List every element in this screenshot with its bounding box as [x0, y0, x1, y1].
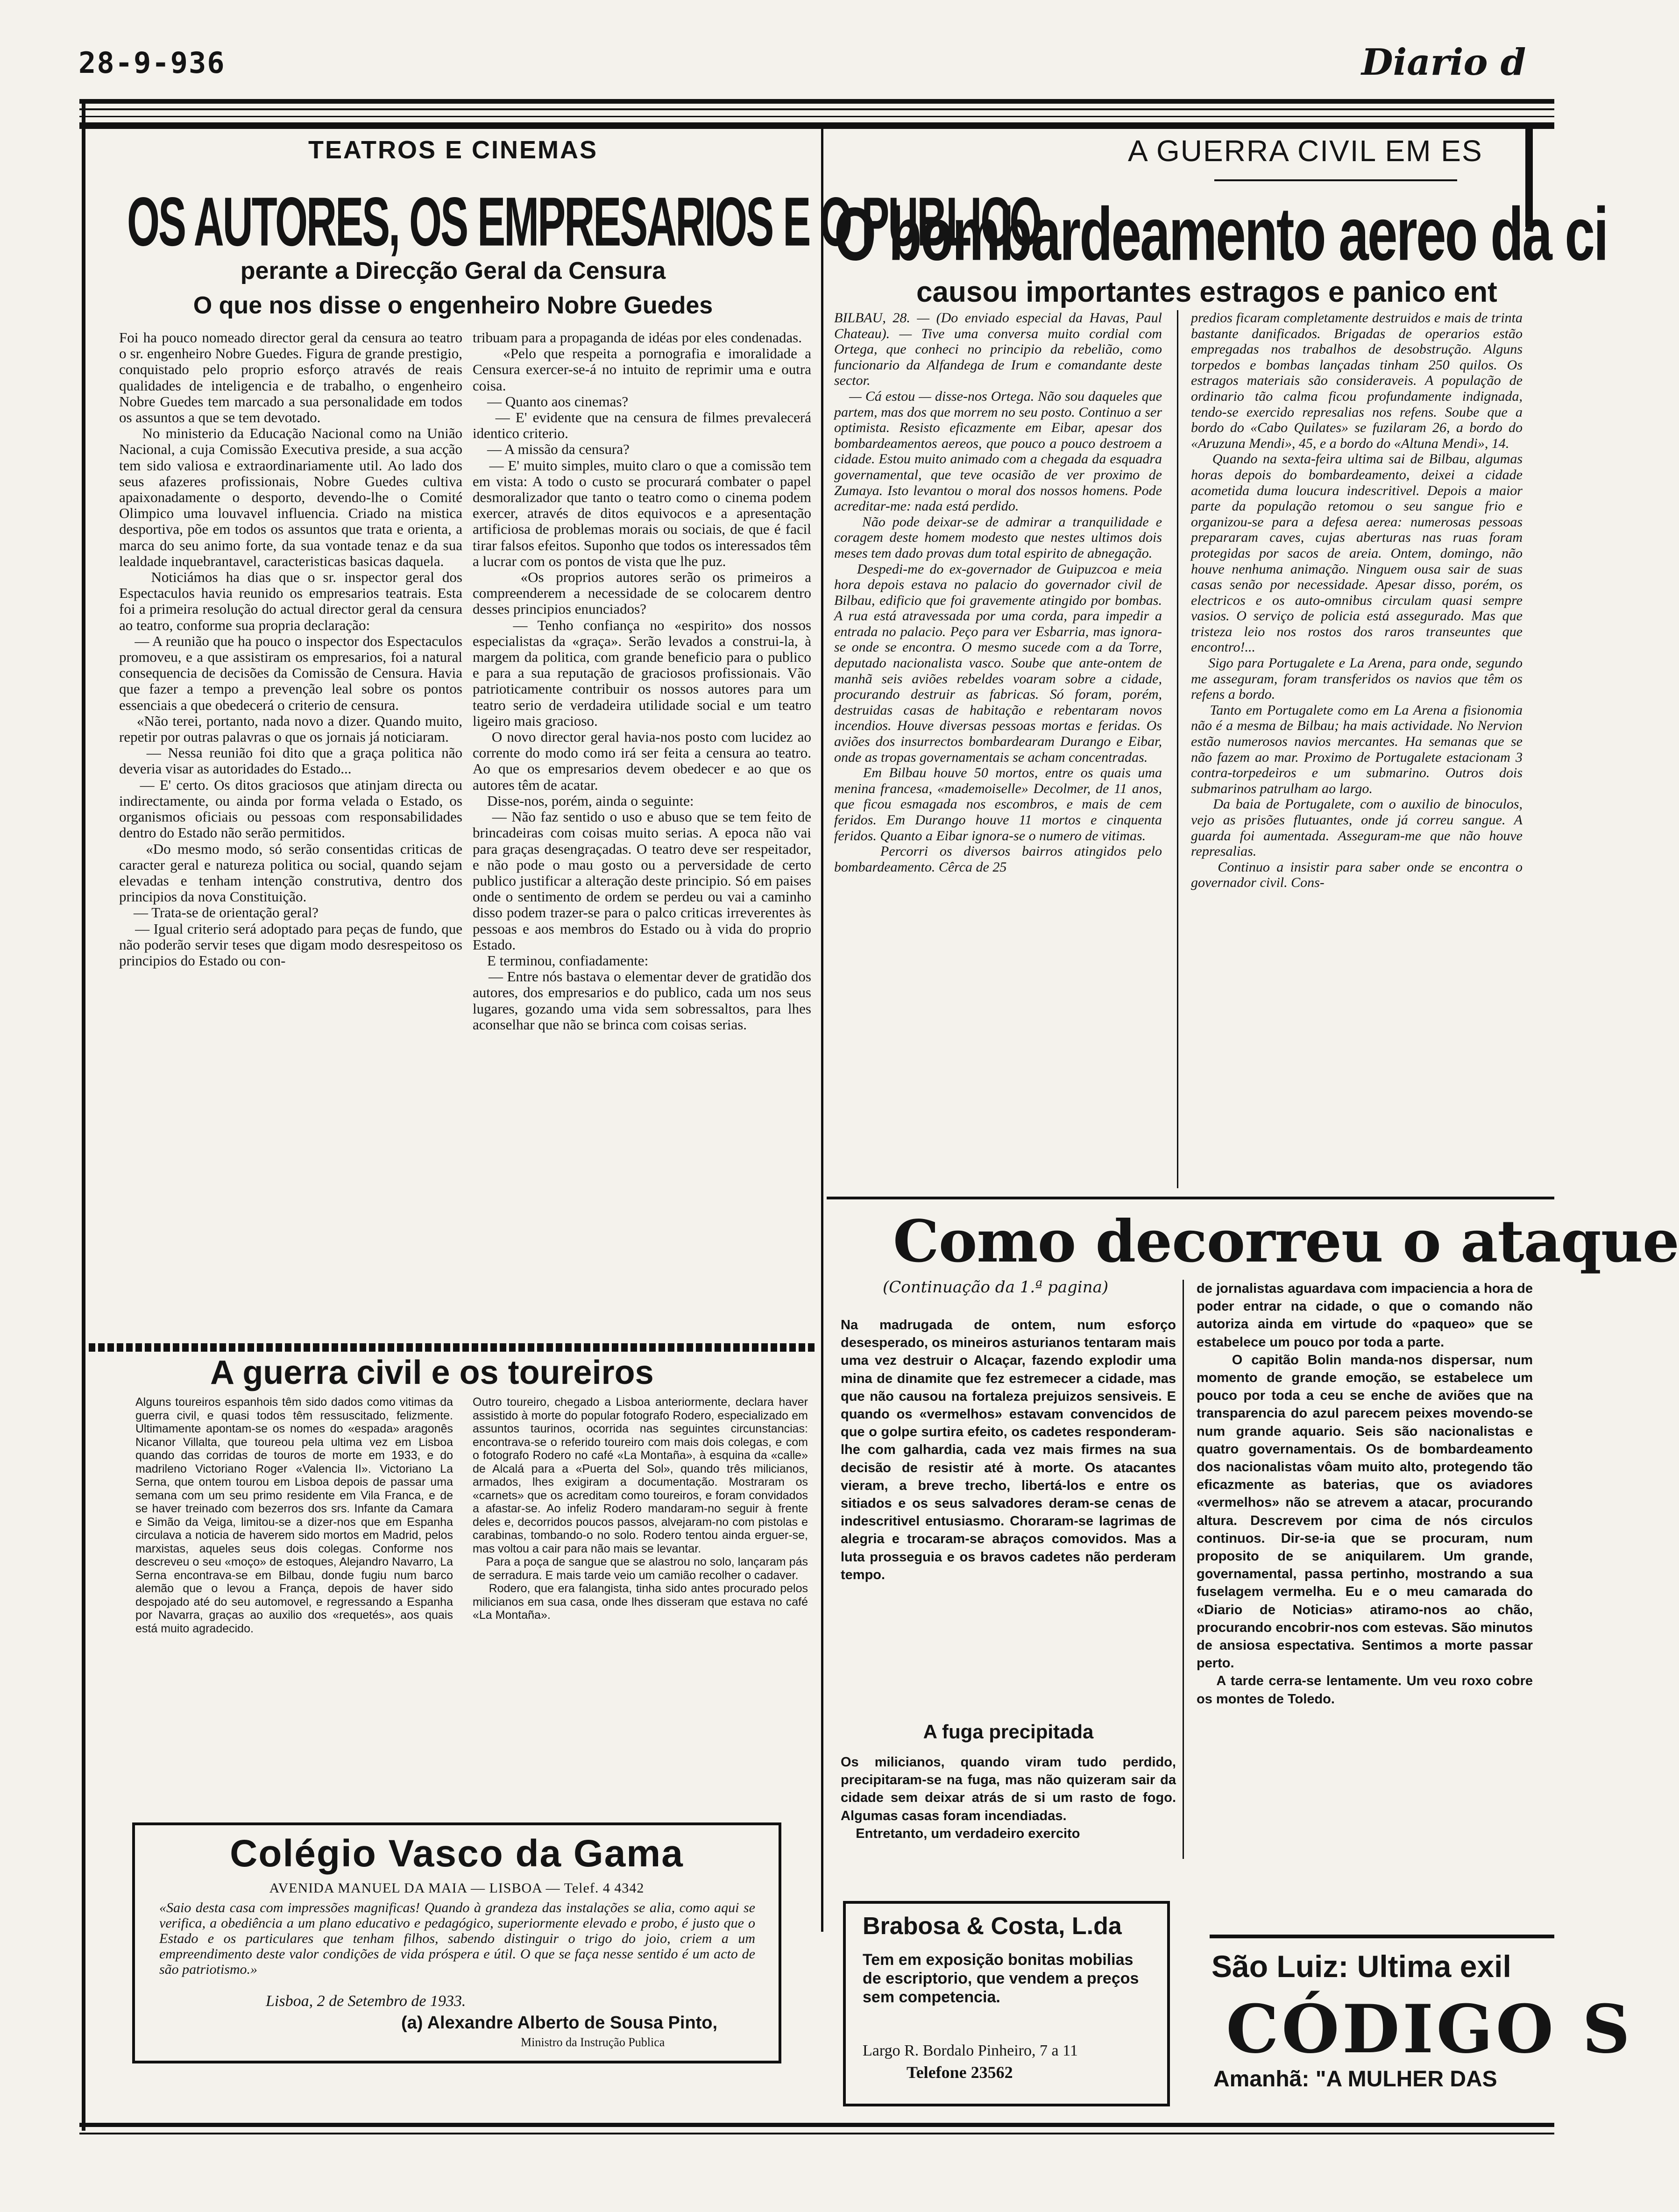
attack-subhead: A fuga precipitada	[923, 1721, 1094, 1743]
left-subhead-2: O que nos disse o engenheiro Nobre Guedes	[193, 292, 713, 319]
ad-brabosa-address: Largo R. Bordalo Pinheiro, 7 a 11	[863, 2042, 1078, 2059]
attack-col-1b: Os milicianos, quando viram tudo perdido, precipitaram-se na fuga, mas não quizeram sair da cidade sem deixar atrás de si um rasto de fogo. Algumas casas foram incendiadas. Entretanto, um verdadeiro exercito	[841, 1755, 1176, 1841]
attack-col-1: Na madrugada de ontem, num esforço desesperado, os mineiros asturianos tentaram mais uma vez destruir o Alcaçar, fazendo explodir uma mina de dinamite que fez estremecer a cidade, mas que não causou na fortaleza prejuizos sensiveis. E quando os «vermelhos» estavam convencidos de que o golpe surtira efeito, os cadetes responderam-lhe com galhardia, cada vez mais firmes na sua decisão de resistir até à morte. Os atacantes vieram, a breve trecho, libertá-los e entre os sitiados e os seus salvadores deram-se cenas de indescritivel entusiasmo. Choraram-se lagrimas de alegria e trocaram-se abraços comovidos. Mas a luta prosseguia e os bravos cadetes não perderam tempo.	[841, 1318, 1180, 1582]
masthead-rule-thin-2	[79, 116, 1554, 117]
right-headline: O bombardeamento aereo da ci	[834, 191, 1608, 276]
ad-brabosa-title: Brabosa & Costa, L.da	[863, 1913, 1122, 1940]
right-article-col-1: BILBAU, 28. — (Do enviado especial da Havas, Paul Chateau). — Tive uma conversa muito cordial com Ortega, que conheci no principio da rebelião, como funcionario da Alfandega de Irum e comandante deste sector. — Cá estou — disse-nos Ortega. Não sou daqueles que partem, mas dos que morrem no seu posto. Continuo a ser optimista. Resisto eficazmente em Eibar, apesar dos bombardeamentos aereos, que pouco a pouco destroem a cidade. Estou muito animado com a chegada da esquadra governamental, que teve ocasião de ver proximo de Zumaya. Isto levantou o moral dos nossos homens. Pode acreditar-me: nada está perdido. Não pode deixar-se de admirar a tranquilidade e coragem deste homem modesto que nestes ultimos dois meses tem dado provas dum total espirito de abnegação. Despedi-me do ex-governador de Guipuzcoa e meia hora depois estava no palacio do governador civil de Bilbau, edificio que foi gravemente atingido por bombas. A rua está atravessada por uma corda, para impedir a entrada no palacio. Peço para ver Esbarria, mas ignora-se onde se encontra. O mesmo sucede com a da Torre, deputado nacionalista vasco. Soube que ante-ontem de manhã seis aviões rebeldes voaram sobre a cidade, procurando destruir as fabricas. Só foram, porém, destruidas casas de habitação e rebentaram novos incendios. Houve diversas pessoas mortas e feridas. Os aviões dos insurrectos bombardearam Durango e Eibar, onde as tropas governamentais se acham concentradas. Em Bilbau houve 50 mortos, entre os quais uma menina francesa, «mademoiselle» Decolmer, de 11 anos, que ficou esmagada nos escombros, e mais de cem feridos. Em Durango houve 11 mortos e cinquenta feridos. Quanto a Eibar ignora-se o numero de vitimas. Percorri os diversos bairros atingidos pelo bombardeamento. Cêrca de 25	[834, 310, 1162, 875]
left-subhead-1: perante a Direcção Geral da Censura	[240, 257, 666, 284]
masthead-rule-thin	[79, 108, 1554, 110]
right-article-bottom-rule	[827, 1197, 1554, 1199]
ad-colegio-place-date: Lisboa, 2 de Setembro de 1933.	[266, 1992, 466, 2010]
divider-dashes	[89, 1343, 816, 1352]
right-col-divider	[1177, 310, 1178, 1188]
cinema-ad-film: CÓDIGO S	[1226, 1991, 1633, 2068]
ad-colegio-signature: (a) Alexandre Alberto de Sousa Pinto,	[401, 2013, 718, 2033]
left-border	[82, 99, 85, 2131]
attack-col-divider	[1183, 1280, 1184, 1859]
right-section-label: A GUERRA CIVIL EM ES	[1128, 134, 1483, 168]
attack-continuation: (Continuação da 1.ª pagina)	[883, 1278, 1109, 1297]
cinema-ad-tomorrow: Amanhã: "A MULHER DAS	[1213, 2067, 1497, 2091]
attack-col-2: de jornalistas aguardava com impaciencia a hora de poder entrar na cidade, o que o comando não autoriza ainda em virtude do «paqueo» que se estabelece um pouco por toda a parte. O capitão Bolin manda-nos dispersar, num momento de grande emoção, se estabelece um pouco por toda a ceu se enche de aviões que na transparencia do azul parecem peixes movendo-se num grande aquario. Seis são nacionalistas e quatro governamentais. Os de bombardeamento dos nacionalistas vôam muito alto, protegendo tão eficazmente as baterias, que os aviadores «vermelhos» não se atrevem a atacar, procurando altura. Descrevem por cima de nós circulos continuos. Dir-se-ia que se procuram, num proposito de se aniquilarem. Um grande, governamental, passa pertinho, mostrando a sua fuselagem vermelha. Eu e o meu camarada do «Diario de Noticias» atiramo-nos ao chão, procurando encobrir-nos com estevas. São minutos de ansiosa espectativa. Sentimos a morte passar perto. A tarde cerra-se lentamente. Um veu roxo cobre os montes de Toledo.	[1197, 1281, 1533, 1707]
bottom-rule-2	[79, 2133, 1554, 2134]
bottom-rule-1	[79, 2123, 1554, 2127]
masthead-rule-thick	[79, 122, 1554, 129]
section-label: TEATROS E CINEMAS	[308, 136, 598, 164]
left-article-col-1: Foi ha pouco nomeado director geral da censura ao teatro o sr. engenheiro Nobre Guedes. Figura de grande prestigio, conquistado pelo proprio esforço através de reais qualidades de inteligencia e de trabalho, o engenheiro Nobre Guedes tem marcado a sua personalidade em todos os assuntos a que se tem devotado. No ministerio da Educação Nacional como na União Nacional, a cuja Comissão Executiva preside, a sua acção tem sido valiosa e extraordinariamente util. Ao lado dos seus afazeres profissionais, Nobre Guedes cultiva apaixonadamente o desporto, devendo-lhe o Comité Olimpico uma louvavel influencia. Criado na mistica desportiva, põe em todos os assuntos que trata e orienta, a marca do seu animo forte, da sua vontade tenaz e da sua lealdade inquebrantavel, caracteristicas basicas daquela. Noticiámos ha dias que o sr. inspector geral dos Espectaculos havia reunido os empresarios teatrais. Esta foi a primeira resolução do actual director geral da censura ao teatro, conforme sua propria declaração: — A reunião que ha pouco o inspector dos Espectaculos promoveu, e a que assistiram os empresarios, foi a natural consequencia de decisões da Comissão de Censura. Havia que fazer a tempo a prevenção leal sobre os pontos essenciais a que obedecerá o criterio de censura. «Não terei, portanto, nada novo a dizer. Quando muito, repetir por outras palavras o que os jornais já noticiaram. — Nessa reunião foi dito que a graça politica não deveria visar as autoridades do Estado... — E' certo. Os ditos graciosos que atinjam directa ou indirectamente, ou ainda por forma velada o Estado, os organismos oficiais ou pessoas com responsabilidades dentro do Estado não serão permitidos. «Do mesmo modo, só serão consentidas criticas de caracter geral e natureza politica ou social, quando sejam elevadas e tenham intenção construtiva, dentro dos principios da nova Constituição. — Trata-se de orientação geral? — Igual criterio será adoptado para peças de fundo, que não poderão servir teses que digam modo desrespeitoso os principios do Estado ou con-	[119, 329, 463, 969]
left-headline: OS AUTORES, OS EMPRESARIOS E O PUBLICO	[127, 184, 1041, 261]
ad-brabosa	[843, 1901, 1170, 2106]
center-divider	[821, 129, 823, 1932]
ad-colegio-address: AVENIDA MANUEL DA MAIA — LISBOA — Telef. 4 4342	[269, 1880, 645, 1896]
toureiros-col-1: Alguns toureiros espanhois têm sido dados como vitimas da guerra civil, e quasi todos têm ressuscitado, felizmente. Ultimamente apontam-se os nomes do «espada» aragonês Nicanor Villalta, que toureou pela ultima vez em Lisboa quando das corridas de touros de morte em 1933, e do madrileno Victoriano Roger «Valencia II». Victoriano La Serna, que ontem tourou em Lisboa depois de passar uma semana com um seu primo residente em Vila Franca, e de se haver treinado com bezerros dos srs. Infante da Camara e Simão da Veiga, limitou-se a dizer-nos que em Espanha circulava a noticia de haverem sido mortos em Madrid, pelos marxistas, aqueles seus dois colegas. Conforme nos descreveu o seu «moço» de estoques, Alejandro Navarro, La Serna encontrava-se em Bilbau, donde fugiu num barco alemão que o levou a França, depois de haver sido despojado até do seu automovel, e regressando a Espanha por Navarra, graças ao auxilio dos «requetés», aos quais está muito agradecido.	[135, 1396, 456, 1635]
paper-name: Diario d	[1361, 41, 1526, 84]
ad-brabosa-phone: Telefone 23562	[907, 2063, 1013, 2082]
masthead-rule	[79, 99, 1554, 104]
issue-date: 28-9-936	[78, 46, 226, 80]
attack-headline: Como decorreu o ataque	[893, 1208, 1679, 1276]
right-subhead: causou importantes estragos e panico ent	[916, 276, 1497, 308]
section-underline	[1214, 179, 1457, 181]
cinema-ad-top-rule	[1210, 1935, 1554, 1938]
toureiros-headline: A guerra civil e os toureiros	[210, 1354, 654, 1391]
ad-colegio-role: Ministro da Instrução Publica	[521, 2035, 665, 2049]
left-article-col-2: tribuam para a propaganda de idéas por eles condenadas. «Pelo que respeita a pornografia e imoralidade a Censura exercer-se-á no intuito de reprimir uma e outra coisa. — Quanto aos cinemas? — E' evidente que na censura de filmes prevalecerá identico criterio. — A missão da censura? — E' muito simples, muito claro o que a comissão tem em vista: A todo o custo se procurará combater o papel desmoralizador que tanto o teatro como o cinema podem exercer, através de ditos equivocos e a apresentação artificiosa de problemas morais ou sociais, de que é facil tirar falsos efeitos. Suponho que todos os interessados têm a lucrar com os pontos de vista que lhe puz. «Os proprios autores serão os primeiros a compreenderem a necessidade de se colocarem dentro desses principios enunciados? — Tenho confiança no «espirito» dos nossos especialistas da «graça». Serão levados a construi-la, à margem da politica, com grande beneficio para o publico e para a sua reputação de graciosos profissionais. Vão patrioticamente contribuir os nossos autores para um teatro serio de verdadeira utilidade social e um teatro ligeiro mais gracioso. O novo director geral havia-nos posto com lucidez ao corrente do modo como irá ser feita a censura ao teatro. Ao que os empresarios devem obedecer e ao que os autores têm de acatar. Disse-nos, porém, ainda o seguinte: — Não faz sentido o uso e abuso que se tem feito de brincadeiras com coisas muito serias. A epoca não vai para graças desengraçadas. O teatro deve ser respeitador, e não pode o mau gosto ou a perversidade de certo publico justificar a alteração deste principio. Só em paises onde o sentimento de ordem se perdeu ou vai a caminho disso podem trazer-se para o palco criticas irreverentes às pessoas e aos membros do Estado ou à vida do proprio Estado. E terminou, confiadamente: — Entre nós bastava o elementar dever de gratidão dos autores, dos empresarios e do publico, cada um nos seus lugares, gozando uma vida sem sobressaltos, para lhes aconselhar que não se brinca com coisas serias.	[473, 329, 812, 1033]
toureiros-col-2: Outro toureiro, chegado a Lisboa anteriormente, declara haver assistido à morte do popular fotografo Rodero, especializado em assuntos taurinos, ocorrida nas seguintes circunstancias: encontrava-se o referido toureiro com mais dois colegas, e com o fotografo Rodero no café «La Montaña», à esquina da «calle» de Alcalá para a «Puerta del Sol», quando três milicianos, armados, lhes exigiram a documentação. Mostraram os «carnets» que os acreditam como toureiros, e foram convidados a afastar-se. Ao infeliz Rodero mandaram-no seguir à frente deles e, decorridos poucos passos, alvejaram-no com pistolas e carabinas, tombando-o no solo. Rodero tentou ainda erguer-se, mas voltou a cair para não mais se levantar. Para a poça de sangue que se alastrou no solo, lançaram pás de serradura. E mais tarde veio um camião recolher o cadaver. Rodero, que era falangista, tinha sido antes procurado pelos milicianos em sua casa, onde lhes disseram que estava no café «La Montaña».	[473, 1396, 808, 1622]
cinema-ad-venue: São Luiz: Ultima exil	[1211, 1949, 1511, 1984]
right-article-col-2: predios ficaram completamente destruidos e mais de trinta bastante danificados. Brigadas de operarios estão empregadas nos trabalhos de desobstrução. Alguns torpedos e bombas lançadas tinham 250 quilos. Os estragos materiais são consideraveis. A população de ordinario tão calma ficou profundamente indignada, tendo-se exercido represalias nos refens. Soube que a bordo do «Cabo Quilates» se fuzilaram 26, a bordo do «Aruzuna Mendi», 45, e a bordo do «Altuna Mendi», 14. Quando na sexta-feira ultima sai de Bilbau, algumas horas depois do bombardeamento, deixei a cidade acometida duma loucura indescritivel. Depois a maior parte da população retomou o seu sangue frio e organizou-se para a defesa aerea: numerosas pessoas prepararam caves, cujas aberturas nas ruas foram protegidas por sacos de areia. Ontem, domingo, não houve nenhuma animação. Ninguem ousa sair de suas casas senão por necessidade. Apesar disso, porém, os electricos e os auto-omnibus circulam quasi sempre vasios. O serviço de policia está assegurado. Mas que tristeza leio nos rostos dos raros transeuntes que encontro!... Sigo para Portugalete e La Arena, para onde, segundo me asseguram, foram transferidos os navios que têm os refens a bordo. Tanto em Portugalete como em La Arena a fisionomia não é a mesma de Bilbau; ha mais actividade. No Nervion estão numerosos navios mercantes. Ha semanas que se não fazem ao mar. Proximo de Portugalete estacionam 3 contra-torpedeiros e um submarino. Outros dois submarinos patrulham ao largo. Da baia de Portugalete, com o auxilio de binoculos, vejo as prisões flutuantes, onde já correu sangue. A guarda foi aumentada. Asseguram-me que não houve represalias. Continuo a insistir para saber onde se encontra o governador civil. Cons-	[1191, 310, 1523, 891]
ad-colegio-title: Colégio Vasco da Gama	[230, 1832, 684, 1875]
ad-brabosa-text: Tem em exposição bonitas mobilias de escriptorio, que vendem a preços sem competencia.	[863, 1951, 1139, 2006]
ad-colegio	[132, 1822, 781, 2063]
ad-colegio-quote: «Saio desta casa com impressões magnificas! Quando à grandeza das instalações se alia, como aqui se verifica, a obediência a um plano educativo e pedagógico, superiormente elevado e probo, é justo que o Estado e os particulares que tenham filhos, sabendo distinguir o trigo do joio, criem a um empreendimento deste valor condições de vida próspera e útil. O que se faça nesse sentido é um acto de são patriotismo.»	[159, 1900, 755, 1977]
